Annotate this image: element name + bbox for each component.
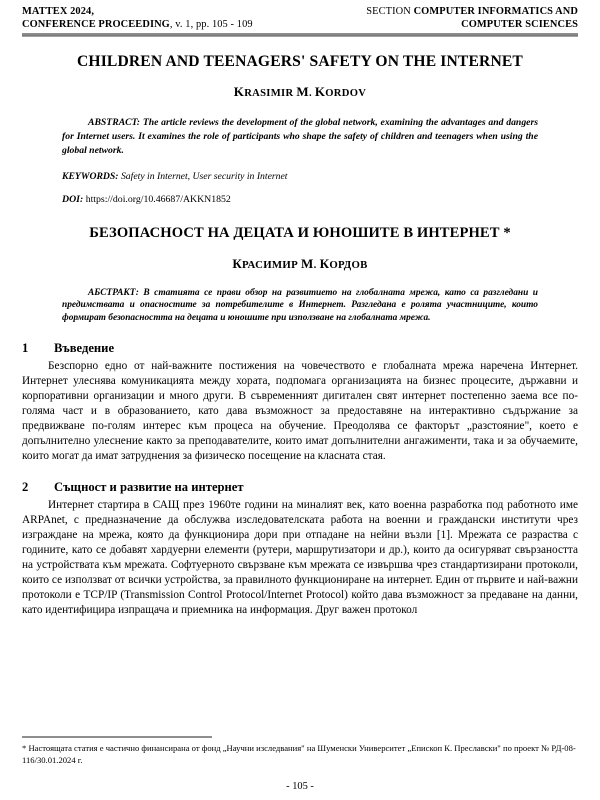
doi-line [62,194,538,205]
running-header-section-name-part1: COMPUTER INFORMATICS AND [413,6,578,17]
keywords-label: KEYWORDS: [62,170,119,182]
running-header-left-line2 [22,19,311,32]
section-heading-1 [22,341,578,356]
abstract-bulgarian [62,287,538,325]
article-title-bulgarian: БЕЗОПАСНОСТ НА ДЕЦАТА И ЮНОШИТЕ В ИНТЕРНЕТ * [89,224,511,241]
footnote-area [22,736,578,766]
footnote-text: Настоящата статия е частично финансирана от фонд „Научни изследвания" на Шуменски Университет „Епископ К. Преславски" по проект № РД-08-116/30.01.2024 г. [22,742,576,765]
abstract-english [62,116,538,157]
running-header-right [322,6,578,31]
footnote-marker: * [22,742,27,753]
section-paragraph-1: Безспорно едно от най-важните постижения на човечеството е глобалната мрежа наречена Интернет. Интернет улеснява комуникацията между хората, подпомага организацията на бизнес процесите, държавни и корпоративни организации и много други. В съвременният дигитален свят интернет постепенно заема все по-голяма част и в образованието, като дава възможност за предоставяне на интерактивно съдържание за предвижване по-голям интерес към процеса на обучение. Преодолява се факторът „разстояние", което е допълнително улеснение както за преподавателите, които имат допълнителни ангажименти, така и за обучаемите, които могат да имат затруднения за физическо посещение на класната стая. [22,359,578,462]
doi-link[interactable]: https://doi.org/10.46687/AKKN1852 [85,193,231,205]
page-number: - 105 - [286,781,314,792]
running-header-left-line1: MATTEX 2024, [22,6,95,17]
running-header [22,6,578,31]
header-divider-rule [22,33,578,37]
running-header-left [22,6,311,31]
article-author-bulgarian: КРАСИМИР М. КОРДОВ [232,255,368,271]
running-header-section-name-part2: COMPUTER SCIENCES [461,18,578,30]
running-header-right-line1 [322,6,578,19]
running-header-pages: , v. 1, pp. 105 - 109 [169,18,253,30]
abstract-bulgarian-text: В статията се прави обзор на развитието на глобалната мрежа, като са разгледани и предимствата и опасностите за потребителите в Интернет. Разгледана е ролята участниците, които формират безопасността на децата и юношите при използване на глобалната мрежа. [62,287,539,324]
article-title-english: CHILDREN AND TEENAGERS' SAFETY ON THE INTERNET [77,53,523,71]
doi-label: DOI: [62,193,84,205]
abstract-english-label: ABSTRACT: [88,117,141,129]
section-number-2: 2 [22,479,29,494]
running-header-section-label: SECTION [366,6,414,17]
footnote-divider-rule [22,736,212,738]
keywords-line [62,171,538,182]
section-heading-2 [22,480,578,495]
abstract-english-text: The article reviews the development of the global network, examining the advantages and dangers for Internet users. It examines the role of participants who shape the safety of children and teenagers when using the global network. [62,117,538,156]
section-paragraph-2: Интернет стартира в САЩ през 1960те години на миналият век, като военна разработка под работното име ARPAnet, с предназначение да обслужва изследователската работа на военни и граждански институти чрез изграждане на мрежа, която да функционира дори при отпадане на нейни възли [1]. Мрежата се разраства с годините, като се добавят хардуерни елементи (рутери, маршрутизатори и др.), които да осигуряват свързаността на устройствата към мрежата. Софтуерното свързване към мрежата се извършва чрез стандартизирани протоколи, които се използват от всички устройства, за правилното функциониране на интернет. Един от първите и най-важни протоколи е TCP/IP (Transmission Control Protocol/Internet Protocol) който дава възможност за предаване на данни, като идентифицира изпращача и приемника на информация. Друг важен протокол [22,498,578,616]
article-author-english: KRASIMIR M. KORDOV [233,84,367,100]
section-number-1: 1 [22,340,29,355]
section-title-1: Въведение [54,340,115,355]
footnote [22,742,578,766]
running-header-proceeding-label: CONFERENCE PROCEEDING [22,18,170,30]
keywords-text: Safety in Internet, User security in Internet [120,170,288,182]
abstract-bulgarian-label: АБСТРАКТ: [88,287,139,298]
section-title-2: Същност и развитие на интернет [54,479,244,494]
